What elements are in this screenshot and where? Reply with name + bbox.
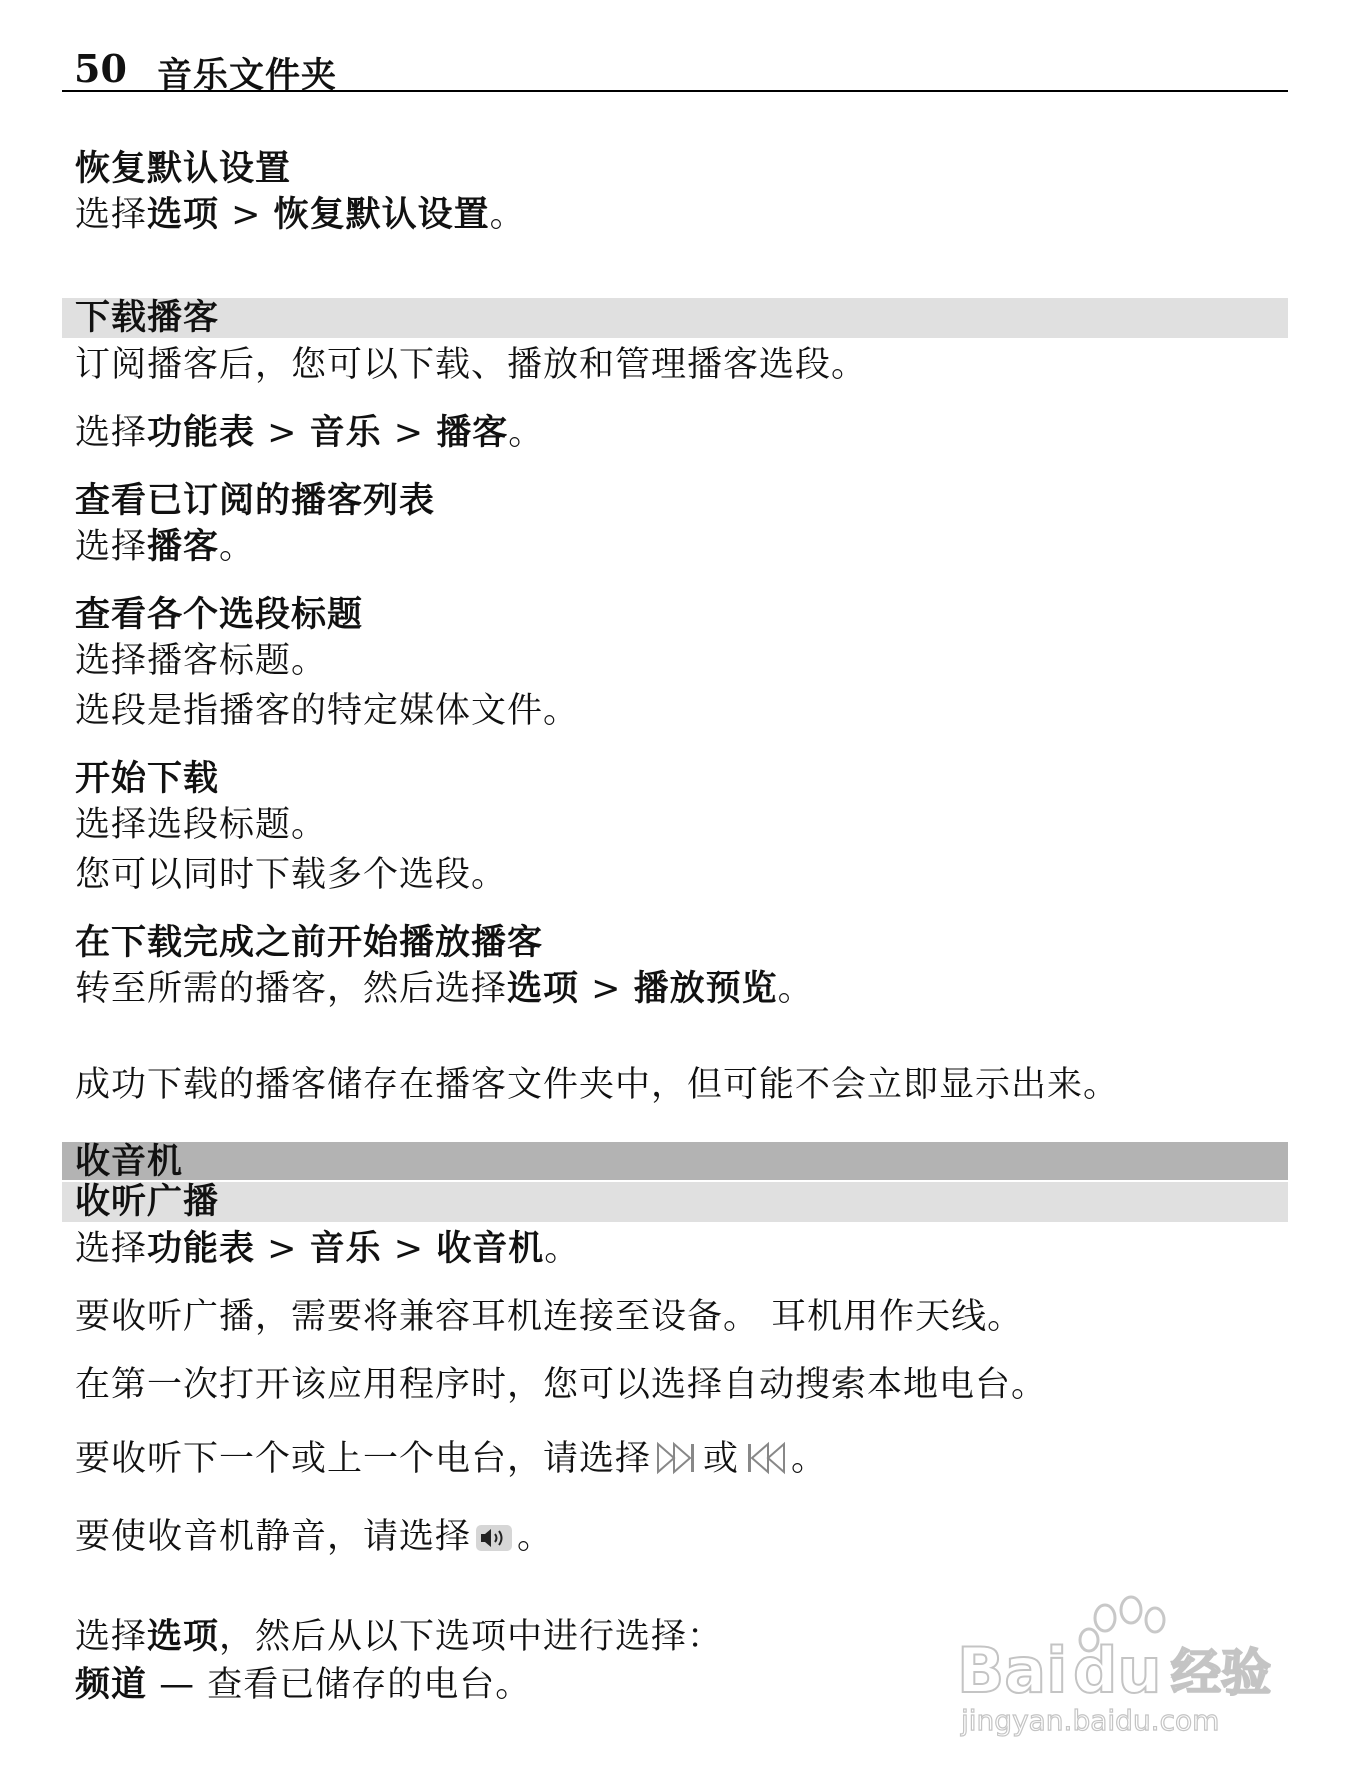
skip-previous-icon [743,1440,787,1488]
text: 要收听下一个或上一个电台，请选择 [75,1439,652,1479]
separator: > [219,195,274,235]
skip-next-icon [655,1440,699,1488]
option-channel [75,1662,531,1708]
option-term: 频道 [75,1665,148,1705]
radio-p2: 在第一次打开该应用程序时，您可以选择自动搜索本地电台。 [75,1365,1048,1405]
text: 选择 [75,195,148,235]
radio-options [75,1614,723,1660]
menu-option: 恢复默认设置 [273,195,490,235]
podcast-nav [75,410,544,456]
start-download-line1: 选择选段标题。 [75,805,328,845]
menu-option: 选项 [147,195,220,235]
text: 转至所需的播客，然后选择 [75,969,508,1009]
radio-p3 [75,1436,827,1488]
text: 。 [489,195,526,235]
page-header [62,44,1288,96]
menu-option: 收音机 [436,1229,545,1269]
radio-p4 [75,1514,553,1566]
view-titles-line1: 选择播客标题。 [75,641,328,681]
text: 或 [703,1439,740,1479]
menu-option: 选项 [147,1617,220,1657]
start-download-heading: 开始下载 [75,759,220,799]
menu-option: 音乐 [309,1229,382,1269]
preview-heading: 在下载完成之前开始播放播客 [75,923,544,963]
subsection-title: 收听广播 [75,1182,220,1222]
menu-option: 播客 [147,527,220,567]
podcast-note: 成功下载的播客储存在播客文件夹中，但可能不会立即显示出来。 [75,1065,1120,1105]
podcast-intro: 订阅播客后，您可以下载、播放和管理播客选段。 [75,345,868,385]
view-list-heading: 查看已订阅的播客列表 [75,481,436,521]
separator: > [381,1229,437,1269]
text: 。 [219,527,256,567]
watermark [955,1590,1285,1740]
menu-option: 播客 [436,413,509,453]
view-titles-heading: 查看各个选段标题 [75,595,364,635]
subsection-band-listen [62,1182,1288,1222]
menu-option: 音乐 [309,413,382,453]
page-number: 50 [74,46,127,91]
text: ，然后从以下选项中进行选择： [219,1617,724,1657]
watermark-brand: Bai [957,1634,1068,1707]
restore-instruction [75,192,526,238]
separator: > [381,413,437,453]
text: 。 [791,1439,828,1479]
watermark-url: jingyan.baidu.com [961,1704,1220,1737]
baidu-paw-logo [955,1590,1285,1740]
option-description: 查看已储存的电台。 [207,1665,532,1705]
section-title: 下载播客 [75,298,220,338]
text: 选择 [75,1229,148,1269]
section-title: 收音机 [75,1142,184,1182]
text: 。 [517,1517,554,1557]
menu-option: 功能表 [147,413,256,453]
text: 。 [508,413,545,453]
separator: — [147,1665,208,1705]
start-download-line2: 您可以同时下载多个选段。 [75,855,508,895]
text: 选择 [75,413,148,453]
section-band-radio [62,1142,1288,1180]
separator: > [579,969,634,1009]
radio-nav [75,1226,580,1272]
watermark-cn: 经验 [1171,1644,1271,1702]
chapter-title: 音乐文件夹 [157,56,338,96]
text: 。 [777,969,814,1009]
menu-option: 功能表 [147,1229,256,1269]
view-list-instruction [75,524,255,570]
separator: > [255,413,310,453]
radio-p1: 要收听广播，需要将兼容耳机连接至设备。 耳机用作天线。 [75,1297,1024,1337]
watermark-brand2: du [1073,1634,1162,1707]
text: 。 [544,1229,581,1269]
text: 要使收音机静音，请选择 [75,1517,472,1557]
speaker-volume-icon [475,1520,513,1566]
text: 选择 [75,527,148,567]
view-titles-line2: 选段是指播客的特定媒体文件。 [75,691,580,731]
section-band-podcast [62,298,1288,338]
menu-option: 播放预览 [633,969,778,1009]
menu-option: 选项 [507,969,580,1009]
separator: > [255,1229,310,1269]
text: 选择 [75,1617,148,1657]
restore-heading: 恢复默认设置 [75,149,292,189]
preview-instruction [75,966,814,1012]
